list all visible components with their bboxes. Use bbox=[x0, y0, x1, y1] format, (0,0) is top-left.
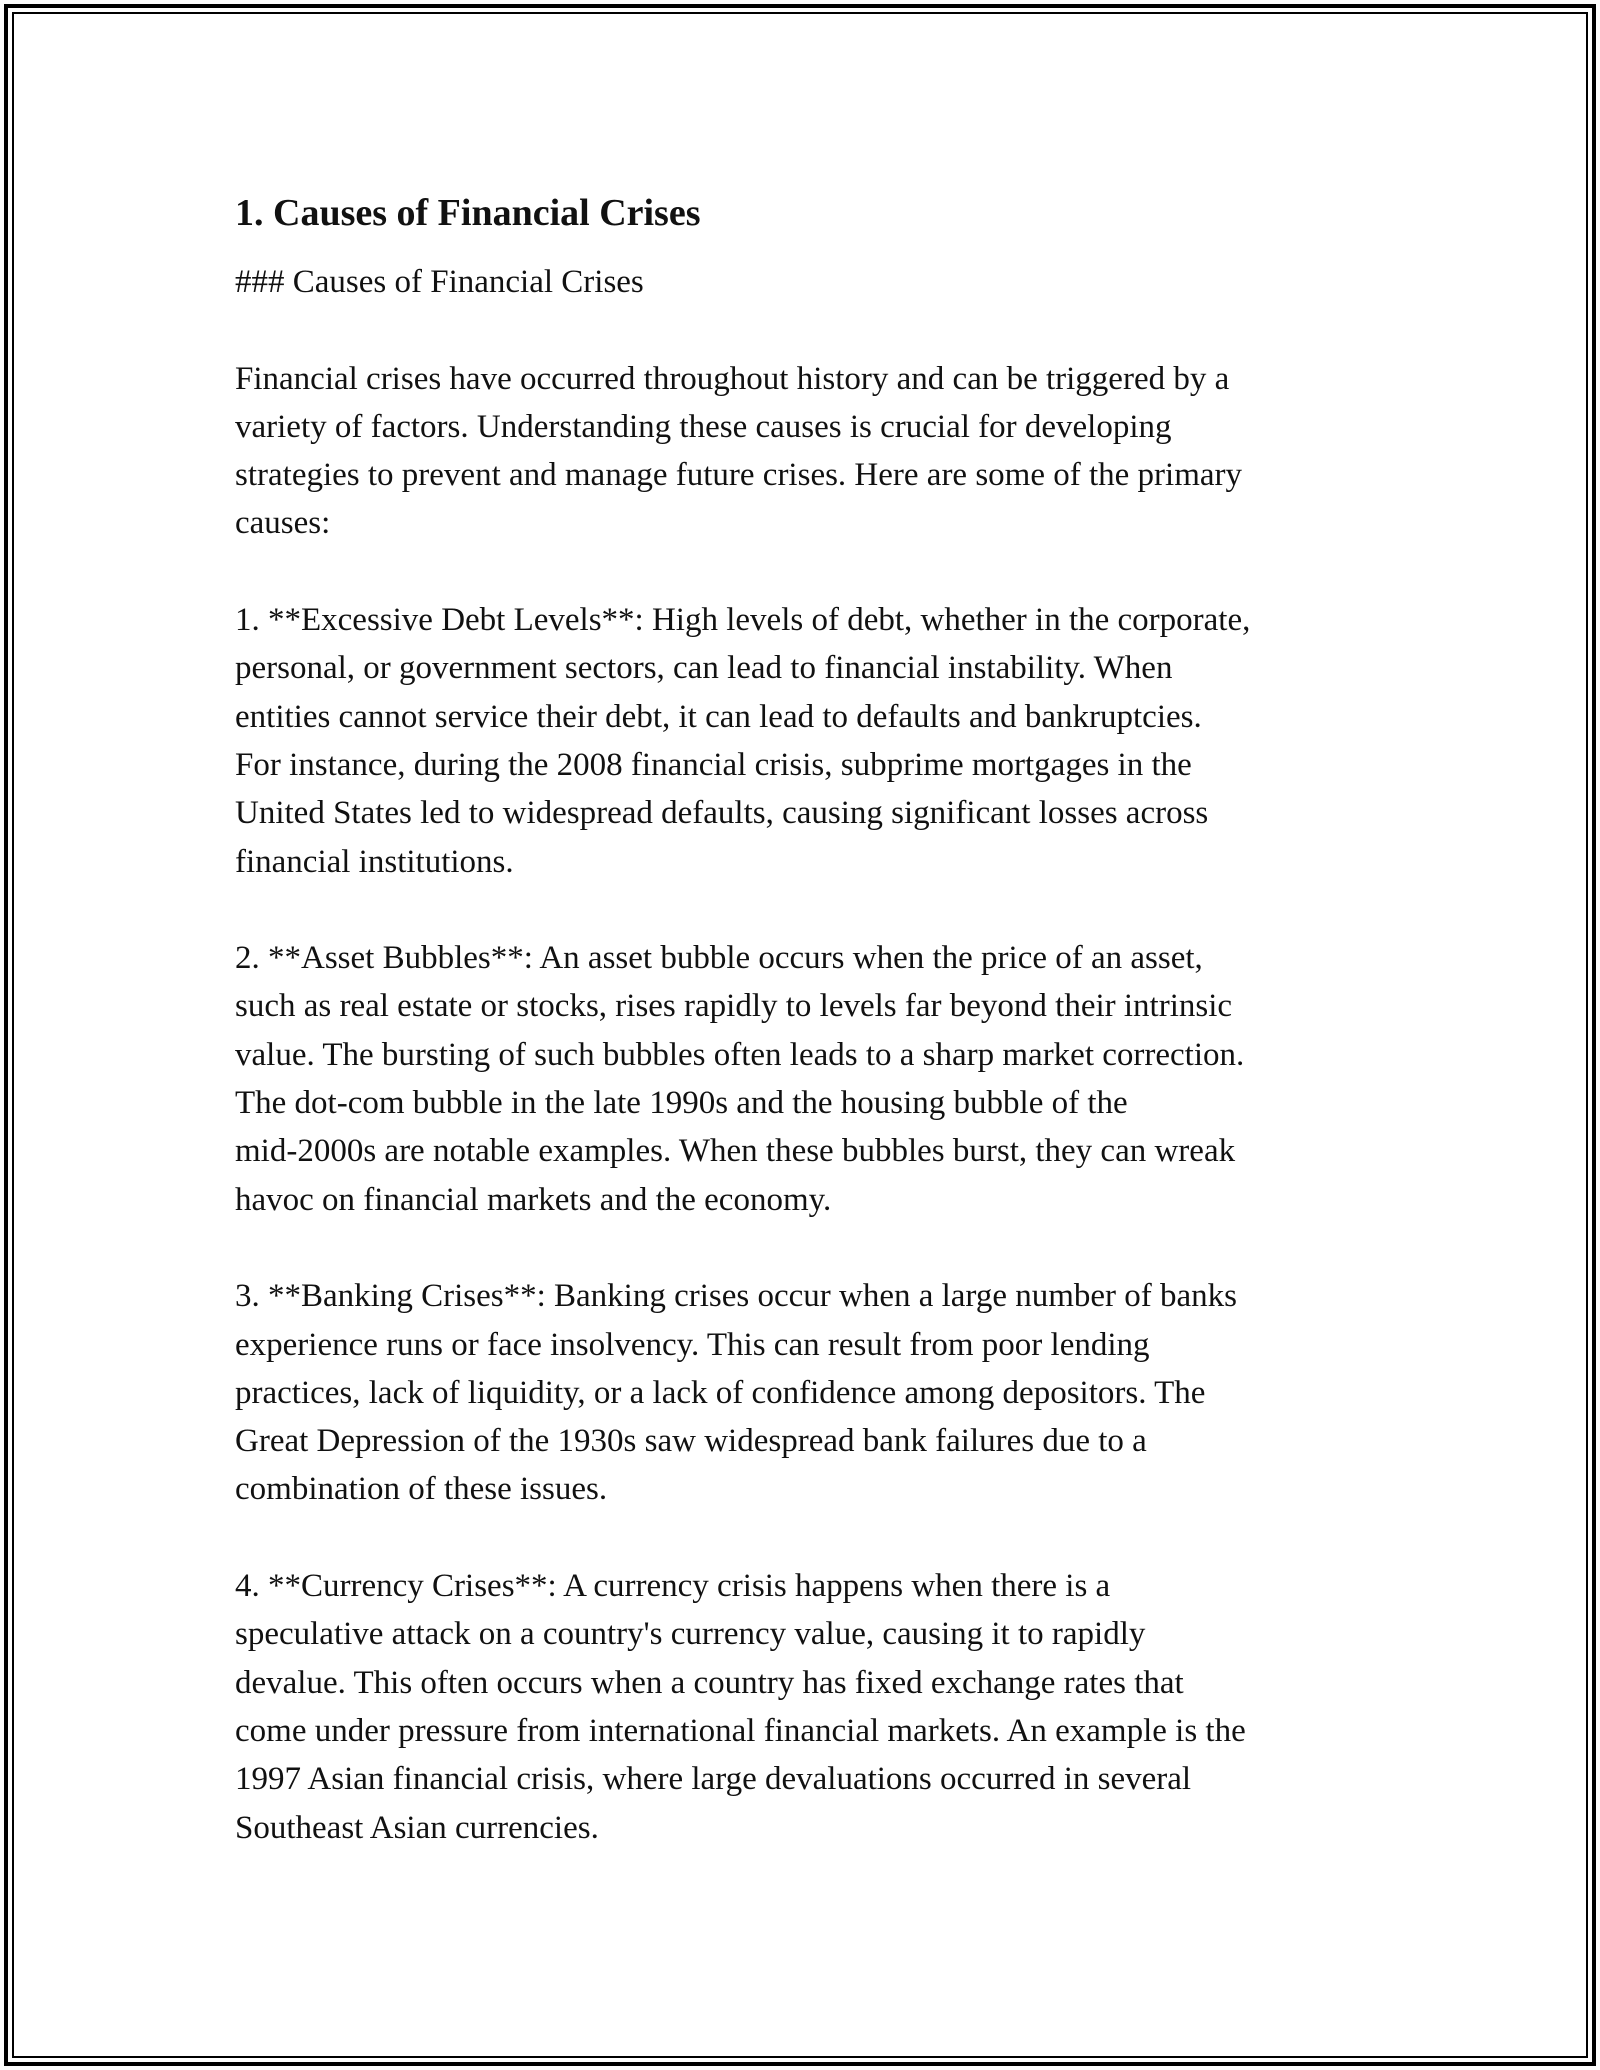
text-line: ### Causes of Financial Crises bbox=[235, 264, 644, 300]
text-line: value. The bursting of such bubbles often leads to a sharp market correction. bbox=[235, 1036, 1245, 1073]
text-line: mid-2000s are notable examples. When these bubbles burst, they can wreak bbox=[235, 1133, 1236, 1170]
text-line: causes: bbox=[235, 505, 331, 542]
subheading-paragraph bbox=[235, 258, 1375, 306]
text-line: practices, lack of liquidity, or a lack of confidence among depositors. The bbox=[235, 1374, 1206, 1411]
text-line: such as real estate or stocks, rises rapidly to levels far beyond their intrinsic bbox=[235, 988, 1233, 1025]
text-line: For instance, during the 2008 financial crisis, subprime mortgages in the bbox=[235, 746, 1192, 783]
text-line: devalue. This often occurs when a country has fixed exchange rates that bbox=[235, 1664, 1184, 1701]
text-line: financial institutions. bbox=[235, 843, 514, 880]
text-line: Southeast Asian currencies. bbox=[235, 1809, 599, 1846]
text-line: strategies to prevent and manage future crises. Here are some of the primary bbox=[235, 457, 1242, 494]
text-line: 2. **Asset Bubbles**: An asset bubble occurs when the price of an asset, bbox=[235, 940, 1203, 977]
text-line: variety of factors. Understanding these causes is crucial for developing bbox=[235, 408, 1172, 445]
text-line: combination of these issues. bbox=[235, 1471, 608, 1508]
text-line: Financial crises have occurred throughout history and can be triggered by a bbox=[235, 360, 1230, 397]
text-line: Great Depression of the 1930s saw widespread bank failures due to a bbox=[235, 1423, 1147, 1460]
cause-paragraph-excessive-debt bbox=[235, 596, 1375, 886]
text-line: 3. **Banking Crises**: Banking crises occur when a large number of banks bbox=[235, 1278, 1238, 1315]
cause-paragraph-banking-crises bbox=[235, 1272, 1375, 1513]
text-line: 1. **Excessive Debt Levels**: High levels of debt, whether in the corporate, bbox=[235, 602, 1251, 639]
text-line: come under pressure from international financial markets. An example is the bbox=[235, 1712, 1246, 1749]
text-line: entities cannot service their debt, it can lead to defaults and bankruptcies. bbox=[235, 698, 1202, 735]
cause-paragraph-asset-bubbles bbox=[235, 934, 1375, 1224]
text-line: The dot-com bubble in the late 1990s and the housing bubble of the bbox=[235, 1085, 1128, 1122]
intro-paragraph bbox=[235, 355, 1375, 548]
text-line: havoc on financial markets and the economy. bbox=[235, 1181, 832, 1218]
text-line: 1997 Asian financial crisis, where large devaluations occurred in several bbox=[235, 1761, 1192, 1798]
text-line: personal, or government sectors, can lead to financial instability. When bbox=[235, 650, 1173, 687]
text-line: United States led to widespread defaults, causing significant losses across bbox=[235, 795, 1209, 832]
page-title: 1. Causes of Financial Crises bbox=[235, 192, 701, 234]
text-line: experience runs or face insolvency. This can result from poor lending bbox=[235, 1326, 1150, 1363]
cause-paragraph-currency-crises bbox=[235, 1562, 1375, 1852]
text-line: 4. **Currency Crises**: A currency crisis happens when there is a bbox=[235, 1568, 1111, 1605]
document-body bbox=[235, 186, 1375, 1852]
text-line: speculative attack on a country's currency value, causing it to rapidly bbox=[235, 1616, 1146, 1653]
